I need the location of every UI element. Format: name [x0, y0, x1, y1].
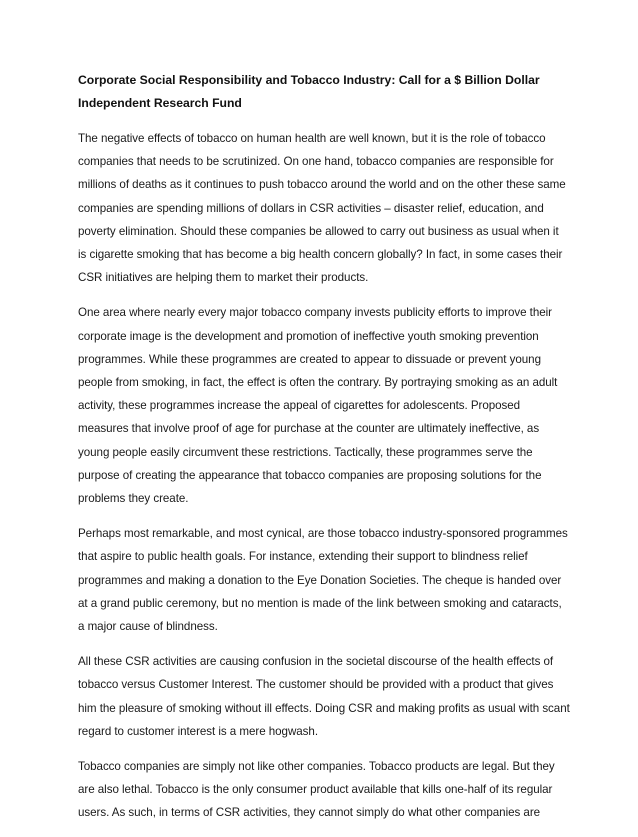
paragraph-3: Perhaps most remarkable, and most cynical, are those tobacco industry-sponsored programmes that aspire to public health goals. For instance, extending their support to blindness relief programmes and making a donation to the Eye Donation Societies. The cheque is handed over at a grand public ceremony, but no mention is made of the link between smoking and cataracts, a major cause of blindness. [78, 527, 568, 634]
document-title: Corporate Social Responsibility and Tobacco Industry: Call for a $ Billion Dollar Independent Research Fund [78, 73, 540, 110]
paragraph-1: The negative effects of tobacco on human health are well known, but it is the role of tobacco companies that needs to be scrutinized. On one hand, tobacco companies are responsible for millions of deaths as it continues to push tobacco around the world and on the other these same companies are spending millions of dollars in CSR activities – disaster relief, education, and poverty elimination. Should these companies be allowed to carry out business as usual when it is cigarette smoking that has become a big health concern globally? In fact, in some cases their CSR initiatives are helping them to market their products. [78, 132, 566, 285]
paragraph-2: One area where nearly every major tobacco company invests publicity efforts to improve their corporate image is the development and promotion of ineffective youth smoking prevention programmes. While these programmes are created to appear to dissuade or prevent young people from smoking, in fact, the effect is often the contrary. By portraying smoking as an adult activity, these programmes increase the appeal of cigarettes for adolescents. Proposed measures that involve proof of age for purchase at the counter are ultimately ineffective, as young people easily circumvent these restrictions. Tactically, these programmes serve the purpose of creating the appearance that tobacco companies are proposing solutions for the problems they create. [78, 306, 558, 506]
paragraph-4: All these CSR activities are causing confusion in the societal discourse of the health effects of tobacco versus Customer Interest. The customer should be provided with a product that gives him the pleasure of smoking without ill effects. Doing CSR and making profits as usual with scant regard to customer interest is a mere hogwash. [78, 655, 570, 738]
document-body [78, 69, 570, 837]
paragraph-5: Tobacco companies are simply not like other companies. Tobacco products are legal. But they are also lethal. Tobacco is the only consumer product available that kills one-half of its regular users. As such, in terms of CSR activities, they cannot simply do what other companies are [78, 760, 555, 820]
